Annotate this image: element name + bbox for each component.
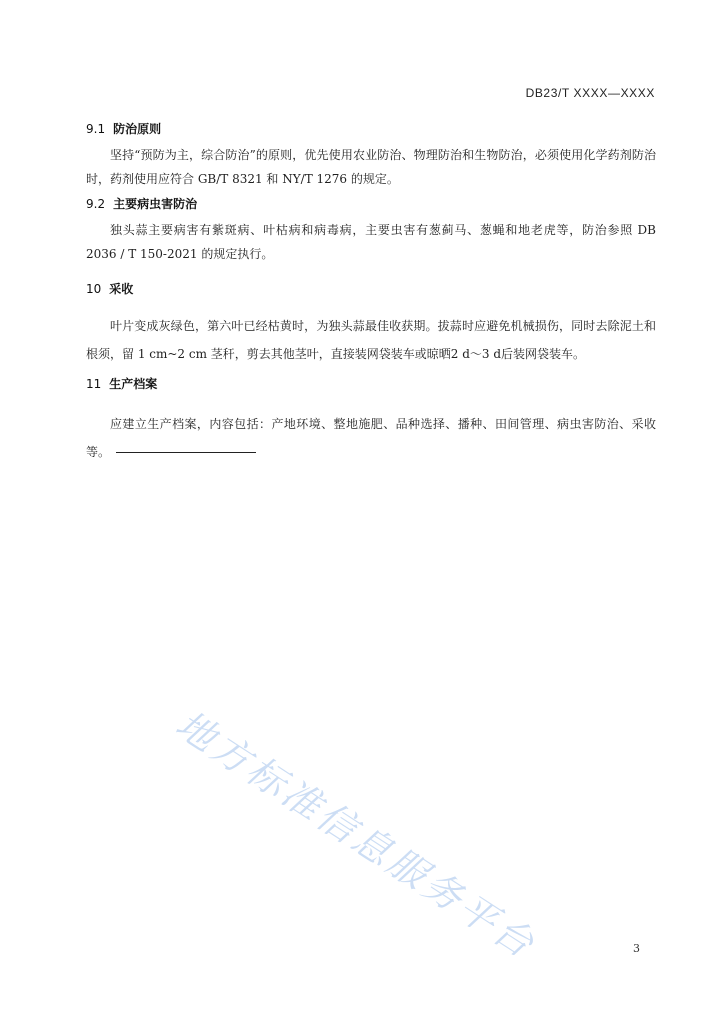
section-9-2-heading (86, 195, 197, 212)
section-11-text: 应建立生产档案，内容包括：产地环境、整地施肥、品种选择、播种、田间管理、病虫害防治、采收等。 (86, 417, 656, 459)
section-number: 9.2 (86, 197, 106, 211)
section-title: 生产档案 (109, 377, 158, 391)
section-9-1-heading (86, 120, 161, 137)
section-number: 9.1 (86, 122, 106, 136)
section-11-heading (86, 375, 157, 392)
section-10-heading (86, 280, 133, 297)
section-11-paragraph (86, 410, 656, 466)
document-code: DB23/T XXXX—XXXX (525, 86, 655, 100)
end-of-document-line (116, 452, 256, 453)
section-title: 防治原则 (113, 122, 162, 136)
watermark-text: 地方标准信息服务平台 (168, 701, 545, 968)
section-number: 10 (86, 282, 102, 296)
section-title: 采收 (109, 282, 134, 296)
section-title: 主要病虫害防治 (113, 197, 198, 211)
section-number: 11 (86, 377, 102, 391)
section-9-2-paragraph: 独头蒜主要病害有紫斑病、叶枯病和病毒病，主要虫害有葱蓟马、葱蝇和地老虎等，防治参照 DB 2036 / T 150-2021 的规定执行。 (86, 223, 656, 261)
section-10-paragraph: 叶片变成灰绿色，第六叶已经枯黄时，为独头蒜最佳收获期。拔蒜时应避免机械损伤，同时去除泥土和根须，留 1 cm~2 cm 茎秆，剪去其他茎叶，直接装网袋装车或晾晒2 d～3 d后装网袋装车。 (86, 319, 656, 361)
section-9-1-paragraph: 坚持“预防为主，综合防治”的原则，优先使用农业防治、物理防治和生物防治，必须使用化学药剂防治时，药剂使用应符合 GB/T 8321 和 NY/T 1276 的规定。 (86, 148, 656, 186)
page-number: 3 (633, 942, 640, 955)
